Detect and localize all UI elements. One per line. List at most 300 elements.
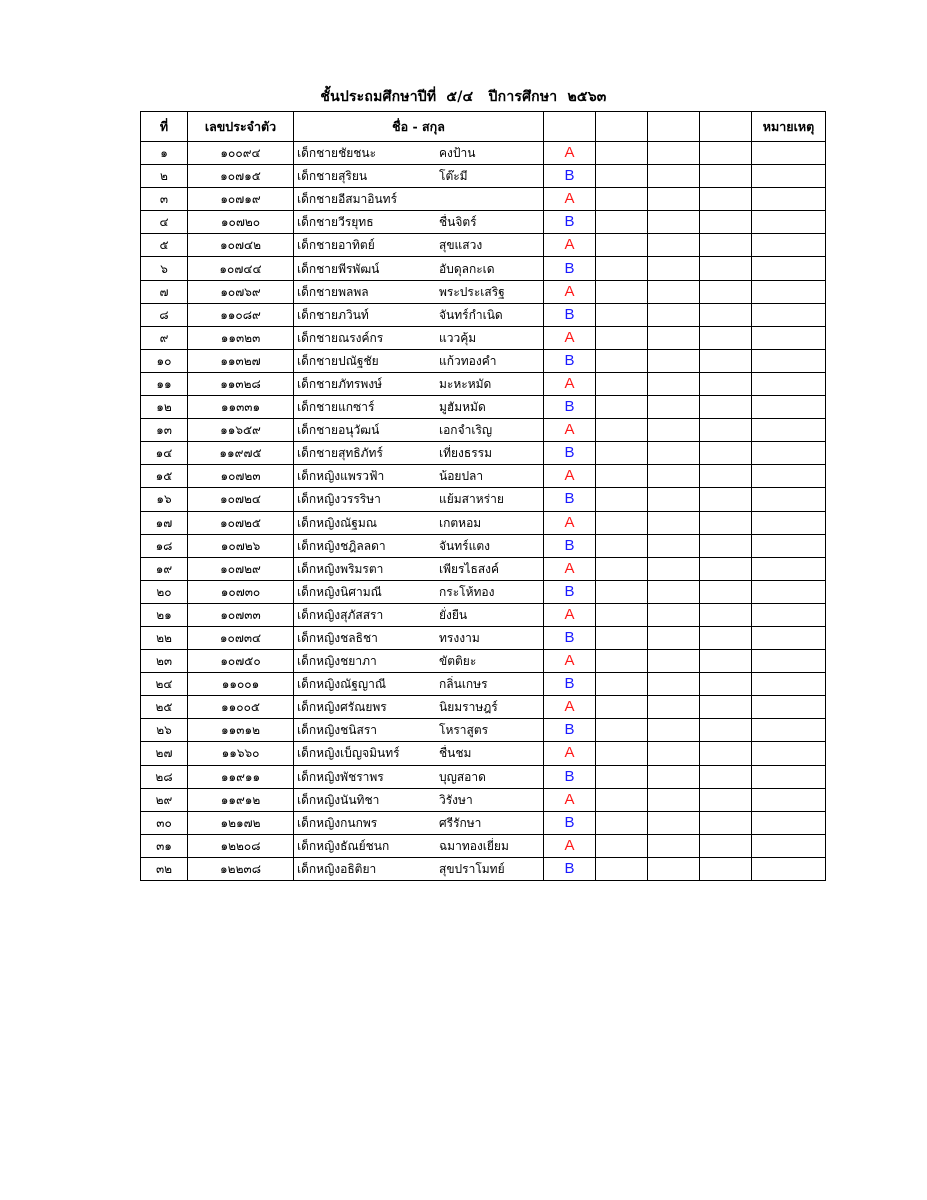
cell-blank <box>700 534 752 557</box>
cell-student-id: ๑๐๗๒๙ <box>188 557 294 580</box>
first-name: เด็กหญิงกนกพร <box>297 815 378 830</box>
cell-name <box>294 349 544 372</box>
last-name: เพียรไธสงค์ <box>439 561 500 576</box>
cell-blank <box>700 742 752 765</box>
cell-student-id: ๑๐๗๒๔ <box>188 488 294 511</box>
first-name: เด็กชายสุริยน <box>297 169 368 184</box>
table-row <box>141 534 826 557</box>
table-row <box>141 857 826 880</box>
cell-blank <box>648 534 700 557</box>
cell-number: ๑๙ <box>141 557 188 580</box>
grade-mark: A <box>564 698 575 716</box>
grade-mark: B <box>564 859 575 877</box>
table-row <box>141 396 826 419</box>
table-row <box>141 580 826 603</box>
cell-blank <box>700 765 752 788</box>
first-name: เด็กหญิงณัฐมณ <box>297 515 377 530</box>
cell-blank <box>596 396 648 419</box>
cell-grade <box>544 557 596 580</box>
last-name: พระประเสริฐ <box>439 284 505 299</box>
cell-grade <box>544 719 596 742</box>
cell-student-id: ๑๑๓๓๑ <box>188 396 294 419</box>
cell-name <box>294 534 544 557</box>
cell-blank <box>596 419 648 442</box>
cell-blank <box>596 742 648 765</box>
first-name: เด็กหญิงสุภัสสรา <box>297 607 384 622</box>
cell-grade <box>544 326 596 349</box>
cell-blank <box>648 603 700 626</box>
cell-blank <box>700 788 752 811</box>
cell-remarks <box>752 211 826 234</box>
cell-blank <box>700 211 752 234</box>
cell-remarks <box>752 788 826 811</box>
cell-grade <box>544 650 596 673</box>
cell-number: ๒๐ <box>141 580 188 603</box>
cell-name <box>294 650 544 673</box>
cell-blank <box>596 557 648 580</box>
grade-mark: B <box>564 167 575 185</box>
cell-remarks <box>752 372 826 395</box>
cell-name <box>294 742 544 765</box>
cell-name <box>294 603 544 626</box>
cell-blank <box>700 811 752 834</box>
cell-blank <box>596 811 648 834</box>
cell-blank <box>648 834 700 857</box>
cell-blank <box>596 257 648 280</box>
grade-mark: A <box>564 513 575 531</box>
cell-blank <box>648 280 700 303</box>
grade-mark: B <box>564 213 575 231</box>
first-name: เด็กหญิงณัฐญาณี <box>297 677 387 692</box>
grade-mark: B <box>564 813 575 831</box>
cell-blank <box>596 211 648 234</box>
cell-number: ๒๔ <box>141 673 188 696</box>
first-name: เด็กหญิงพริมรตา <box>297 561 384 576</box>
cell-student-id: ๑๑๐๐๕ <box>188 696 294 719</box>
grade-mark: B <box>564 629 575 647</box>
cell-grade <box>544 765 596 788</box>
grade-mark: A <box>564 236 575 254</box>
cell-student-id: ๑๐๗๓๔ <box>188 626 294 649</box>
cell-blank <box>700 511 752 534</box>
cell-remarks <box>752 326 826 349</box>
cell-blank <box>596 465 648 488</box>
cell-student-id: ๑๑๓๒๗ <box>188 349 294 372</box>
cell-number: ๕ <box>141 234 188 257</box>
cell-remarks <box>752 557 826 580</box>
cell-remarks <box>752 626 826 649</box>
first-name: เด็กชายอนุวัฒน์ <box>297 423 380 438</box>
grade-mark: B <box>564 767 575 785</box>
table-row <box>141 257 826 280</box>
cell-grade <box>544 603 596 626</box>
cell-grade <box>544 303 596 326</box>
cell-blank <box>648 650 700 673</box>
cell-blank <box>700 419 752 442</box>
first-name: เด็กหญิงชลธิชา <box>297 631 378 646</box>
last-name: ชื่นชม <box>439 746 472 761</box>
cell-remarks <box>752 488 826 511</box>
cell-blank <box>648 257 700 280</box>
cell-remarks <box>752 280 826 303</box>
cell-blank <box>648 465 700 488</box>
cell-number: ๑๗ <box>141 511 188 534</box>
cell-student-id: ๑๑๖๖๐ <box>188 742 294 765</box>
first-name: เด็กหญิงชฎิลลดา <box>297 538 386 553</box>
cell-name <box>294 557 544 580</box>
cell-remarks <box>752 419 826 442</box>
first-name: เด็กชายปณัฐชัย <box>297 353 379 368</box>
cell-grade <box>544 465 596 488</box>
cell-student-id: ๑๐๗๕๐ <box>188 650 294 673</box>
grade-mark: A <box>564 144 575 162</box>
cell-blank <box>596 303 648 326</box>
cell-blank <box>596 580 648 603</box>
cell-blank <box>596 719 648 742</box>
cell-number: ๒ <box>141 165 188 188</box>
cell-student-id: ๑๑๖๕๙ <box>188 419 294 442</box>
table-row <box>141 673 826 696</box>
cell-student-id: ๑๐๐๙๔ <box>188 142 294 165</box>
last-name: สุขแสวง <box>439 238 483 253</box>
cell-name <box>294 857 544 880</box>
table-body <box>141 142 826 881</box>
cell-grade <box>544 257 596 280</box>
first-name: เด็กหญิงธัณย์ชนก <box>297 838 390 853</box>
cell-blank <box>648 696 700 719</box>
cell-student-id: ๑๒๒๐๘ <box>188 834 294 857</box>
header-remarks: หมายเหตุ <box>752 112 826 142</box>
cell-name <box>294 419 544 442</box>
grade-mark: B <box>564 721 575 739</box>
cell-number: ๒๑ <box>141 603 188 626</box>
cell-grade <box>544 165 596 188</box>
cell-remarks <box>752 603 826 626</box>
last-name: ชื่นจิตร์ <box>439 215 477 230</box>
cell-remarks <box>752 696 826 719</box>
cell-name <box>294 719 544 742</box>
document-title: ชั้นประถมศึกษาปีที่ ๕/๔ ปีการศึกษา ๒๕๖๓ <box>320 89 607 105</box>
cell-blank <box>700 719 752 742</box>
cell-grade <box>544 234 596 257</box>
cell-student-id: ๑๐๗๖๙ <box>188 280 294 303</box>
student-roster-table <box>140 111 826 881</box>
cell-number: ๓ <box>141 188 188 211</box>
cell-student-id: ๑๑๓๒๘ <box>188 372 294 395</box>
cell-blank <box>596 857 648 880</box>
cell-remarks <box>752 834 826 857</box>
cell-student-id: ๑๐๗๓๓ <box>188 603 294 626</box>
table-row <box>141 349 826 372</box>
cell-blank <box>700 234 752 257</box>
last-name: น้อยปลา <box>439 469 484 484</box>
cell-number: ๘ <box>141 303 188 326</box>
table-row <box>141 834 826 857</box>
cell-blank <box>648 211 700 234</box>
cell-blank <box>648 626 700 649</box>
cell-name <box>294 234 544 257</box>
cell-grade <box>544 488 596 511</box>
last-name: วิรังษา <box>439 792 473 807</box>
grade-mark: A <box>564 790 575 808</box>
cell-blank <box>648 673 700 696</box>
table-row <box>141 280 826 303</box>
cell-blank <box>596 488 648 511</box>
cell-student-id: ๑๑๙๑๒ <box>188 788 294 811</box>
cell-blank <box>700 165 752 188</box>
cell-blank <box>700 326 752 349</box>
cell-grade <box>544 626 596 649</box>
cell-blank <box>596 626 648 649</box>
table-row <box>141 165 826 188</box>
first-name: เด็กหญิงนันทิชา <box>297 792 380 807</box>
table-row <box>141 650 826 673</box>
cell-student-id: ๑๑๐๘๙ <box>188 303 294 326</box>
last-name: แก้วทองคำ <box>439 353 497 368</box>
cell-grade <box>544 811 596 834</box>
cell-remarks <box>752 857 826 880</box>
cell-blank <box>596 511 648 534</box>
first-name: เด็กชายภัทรพงษ์ <box>297 376 383 391</box>
cell-grade <box>544 419 596 442</box>
first-name: เด็กหญิงแพรวฟ้า <box>297 469 385 484</box>
first-name: เด็กหญิงอธิติยา <box>297 861 377 876</box>
table-row <box>141 811 826 834</box>
cell-blank <box>596 534 648 557</box>
last-name: กระโห้ทอง <box>439 584 495 599</box>
grade-mark: A <box>564 836 575 854</box>
cell-blank <box>648 742 700 765</box>
cell-number: ๑๖ <box>141 488 188 511</box>
last-name: นิยมราษฎร์ <box>439 700 498 715</box>
cell-blank <box>700 188 752 211</box>
cell-student-id: ๑๐๗๓๐ <box>188 580 294 603</box>
cell-blank <box>700 857 752 880</box>
table-row <box>141 511 826 534</box>
cell-student-id: ๑๐๗๒๐ <box>188 211 294 234</box>
table-row <box>141 303 826 326</box>
header-blank-3 <box>648 112 700 142</box>
cell-blank <box>700 603 752 626</box>
grade-mark: A <box>564 328 575 346</box>
cell-number: ๙ <box>141 326 188 349</box>
last-name: คงป้าน <box>439 146 476 161</box>
cell-number: ๑๔ <box>141 442 188 465</box>
cell-blank <box>648 811 700 834</box>
first-name: เด็กชายแกซาร์ <box>297 400 375 415</box>
cell-remarks <box>752 303 826 326</box>
cell-name <box>294 811 544 834</box>
cell-blank <box>700 442 752 465</box>
cell-blank <box>596 326 648 349</box>
grade-mark: B <box>564 490 575 508</box>
cell-blank <box>648 349 700 372</box>
cell-blank <box>596 834 648 857</box>
cell-name <box>294 488 544 511</box>
cell-student-id: ๑๒๒๓๘ <box>188 857 294 880</box>
cell-blank <box>700 557 752 580</box>
cell-grade <box>544 280 596 303</box>
cell-name <box>294 626 544 649</box>
grade-mark: A <box>564 282 575 300</box>
cell-number: ๒๕ <box>141 696 188 719</box>
table-row <box>141 188 826 211</box>
cell-name <box>294 696 544 719</box>
cell-blank <box>648 442 700 465</box>
cell-blank <box>700 834 752 857</box>
grade-mark: A <box>564 190 575 208</box>
cell-blank <box>700 580 752 603</box>
cell-blank <box>648 188 700 211</box>
first-name: เด็กหญิงชยาภา <box>297 654 377 669</box>
cell-name <box>294 396 544 419</box>
cell-blank <box>596 165 648 188</box>
cell-blank <box>648 326 700 349</box>
last-name: จันทร์กำเนิด <box>439 307 503 322</box>
cell-name <box>294 280 544 303</box>
cell-remarks <box>752 511 826 534</box>
cell-student-id: ๑๐๗๔๔ <box>188 257 294 280</box>
cell-blank <box>648 303 700 326</box>
cell-name <box>294 211 544 234</box>
last-name: แย้มสาหร่าย <box>439 492 504 507</box>
cell-grade <box>544 788 596 811</box>
cell-blank <box>596 765 648 788</box>
cell-remarks <box>752 165 826 188</box>
last-name: บุญสอาด <box>439 769 486 784</box>
cell-name <box>294 465 544 488</box>
table-row <box>141 372 826 395</box>
cell-blank <box>700 465 752 488</box>
cell-grade <box>544 857 596 880</box>
first-name: เด็กชายอีสมาอินทร์ <box>297 192 398 207</box>
cell-blank <box>648 580 700 603</box>
cell-blank <box>596 234 648 257</box>
cell-name <box>294 442 544 465</box>
cell-grade <box>544 396 596 419</box>
cell-name <box>294 165 544 188</box>
cell-remarks <box>752 257 826 280</box>
cell-blank <box>596 442 648 465</box>
cell-remarks <box>752 673 826 696</box>
table-row <box>141 603 826 626</box>
first-name: เด็กชายวีรยุทธ <box>297 215 374 230</box>
cell-grade <box>544 673 596 696</box>
cell-name <box>294 372 544 395</box>
table-row <box>141 326 826 349</box>
header-number: ที่ <box>141 112 188 142</box>
cell-blank <box>648 765 700 788</box>
table-row <box>141 442 826 465</box>
cell-remarks <box>752 442 826 465</box>
cell-blank <box>700 696 752 719</box>
cell-blank <box>648 165 700 188</box>
cell-number: ๓๒ <box>141 857 188 880</box>
grade-mark: B <box>564 259 575 277</box>
grade-mark: A <box>564 467 575 485</box>
cell-number: ๓๐ <box>141 811 188 834</box>
cell-number: ๑๑ <box>141 372 188 395</box>
cell-name <box>294 673 544 696</box>
cell-student-id: ๑๐๗๑๕ <box>188 165 294 188</box>
grade-mark: A <box>564 421 575 439</box>
grade-mark: B <box>564 398 575 416</box>
cell-remarks <box>752 349 826 372</box>
cell-blank <box>648 396 700 419</box>
cell-grade <box>544 534 596 557</box>
last-name: เที่ยงธรรม <box>439 446 493 461</box>
last-name: จันทร์แตง <box>439 538 490 553</box>
first-name: เด็กชายสุทธิภัทร์ <box>297 446 383 461</box>
last-name: มะหะหมัด <box>439 376 492 391</box>
table-row <box>141 142 826 165</box>
cell-remarks <box>752 234 826 257</box>
last-name: ทรงงาม <box>439 631 480 646</box>
grade-mark: A <box>564 605 575 623</box>
cell-name <box>294 511 544 534</box>
cell-number: ๖ <box>141 257 188 280</box>
cell-student-id: ๑๐๗๒๓ <box>188 465 294 488</box>
cell-grade <box>544 696 596 719</box>
cell-number: ๒๗ <box>141 742 188 765</box>
cell-grade <box>544 442 596 465</box>
cell-number: ๓๑ <box>141 834 188 857</box>
grade-mark: A <box>564 744 575 762</box>
table-row <box>141 234 826 257</box>
cell-number: ๒๘ <box>141 765 188 788</box>
grade-mark: A <box>564 652 575 670</box>
cell-blank <box>700 349 752 372</box>
cell-name <box>294 188 544 211</box>
cell-grade <box>544 188 596 211</box>
table-row <box>141 488 826 511</box>
table-row <box>141 557 826 580</box>
cell-blank <box>596 372 648 395</box>
cell-name <box>294 303 544 326</box>
cell-blank <box>648 557 700 580</box>
cell-name <box>294 142 544 165</box>
cell-blank <box>596 188 648 211</box>
cell-number: ๑๘ <box>141 534 188 557</box>
grade-mark: B <box>564 536 575 554</box>
cell-blank <box>648 488 700 511</box>
cell-student-id: ๑๐๗๑๙ <box>188 188 294 211</box>
cell-number: ๒๖ <box>141 719 188 742</box>
cell-student-id: ๑๐๗๒๕ <box>188 511 294 534</box>
table-row <box>141 765 826 788</box>
cell-blank <box>700 396 752 419</box>
cell-number: ๒๙ <box>141 788 188 811</box>
cell-name <box>294 788 544 811</box>
grade-mark: B <box>564 305 575 323</box>
cell-student-id: ๑๑๙๗๕ <box>188 442 294 465</box>
first-name: เด็กชายอาทิตย์ <box>297 238 375 253</box>
cell-blank <box>700 650 752 673</box>
grade-mark: B <box>564 351 575 369</box>
first-name: เด็กหญิงชนิสรา <box>297 723 378 738</box>
cell-name <box>294 765 544 788</box>
cell-blank <box>596 673 648 696</box>
cell-number: ๑ <box>141 142 188 165</box>
cell-blank <box>700 303 752 326</box>
cell-number: ๑๒ <box>141 396 188 419</box>
last-name: อับดุลกะเด <box>439 261 495 276</box>
cell-blank <box>596 603 648 626</box>
cell-grade <box>544 372 596 395</box>
cell-blank <box>648 511 700 534</box>
cell-number: ๑๓ <box>141 419 188 442</box>
cell-blank <box>596 349 648 372</box>
